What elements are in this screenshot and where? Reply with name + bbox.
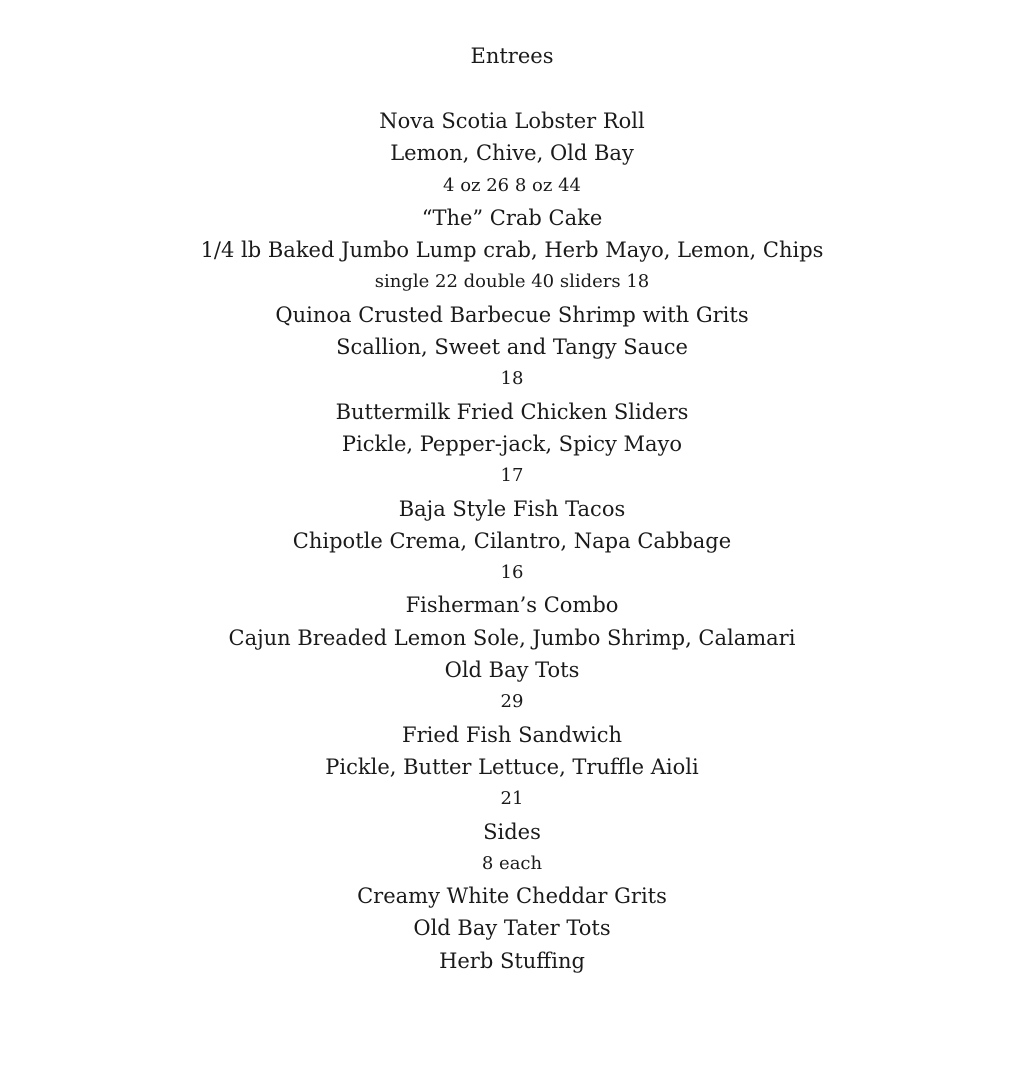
item-name: Buttermilk Fried Chicken Sliders [335, 399, 689, 424]
heading-spacer [0, 72, 1024, 105]
item-name: Nova Scotia Lobster Roll [379, 109, 645, 133]
item-description: Chipotle Crema, Cilantro, Napa Cabbage [292, 528, 732, 553]
item-description: Scallion, Sweet and Tangy Sauce [336, 335, 688, 360]
item-description: Cajun Breaded Lemon Sole, Jumbo Shrimp, Calamari [228, 625, 796, 650]
item-price: 8 each [481, 852, 543, 874]
item-description: Pickle, Butter Lettuce, Truffle Aioli [325, 754, 699, 779]
item-price: single 22 double 40 sliders 18 [374, 271, 650, 293]
item-name: Baja Style Fish Tacos [398, 496, 626, 521]
menu-document [0, 40, 1024, 977]
item-name: Fried Fish Sandwich [402, 722, 622, 747]
item-price: 4 oz 26 8 oz 44 [443, 174, 581, 196]
sides-heading: Sides [483, 819, 541, 844]
item-name: Quinoa Crusted Barbecue Shrimp with Grits [275, 302, 749, 327]
side-item: Herb Stuffing [439, 948, 585, 973]
side-item: Old Bay Tater Tots [413, 916, 611, 941]
side-item: Creamy White Cheddar Grits [357, 884, 667, 909]
item-description: 1/4 lb Baked Jumbo Lump crab, Herb Mayo, Lemon, Chips [200, 238, 824, 263]
item-price: 17 [500, 465, 524, 487]
entrees-heading: Entrees [470, 44, 554, 68]
item-description: Pickle, Pepper-jack, Spicy Mayo [341, 431, 683, 456]
item-description: Old Bay Tots [444, 658, 580, 683]
item-price: 29 [500, 691, 524, 713]
item-price: 21 [500, 788, 524, 810]
item-price: 16 [500, 562, 524, 584]
item-name: “The” Crab Cake [421, 205, 603, 230]
item-name: Fisherman’s Combo [405, 593, 619, 618]
item-price: 18 [500, 368, 524, 390]
item-description: Lemon, Chive, Old Bay [390, 141, 634, 166]
menu-lines [0, 105, 1024, 977]
